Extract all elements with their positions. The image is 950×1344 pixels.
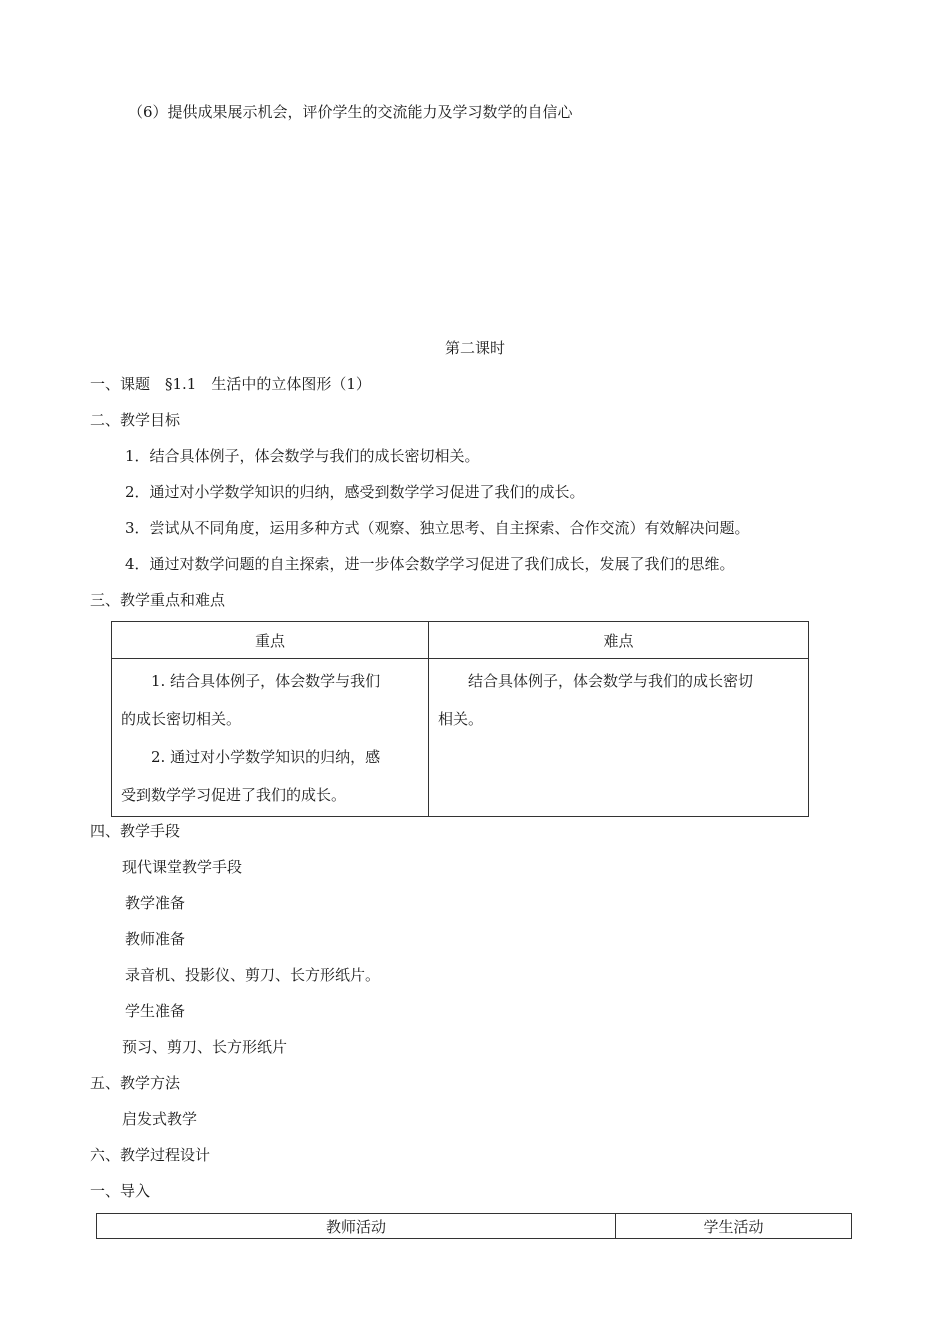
means-item: 预习、剪刀、长方形纸片 — [122, 1038, 288, 1056]
difficult-points-cell — [429, 659, 809, 817]
process-table — [96, 1213, 852, 1239]
means-item: 教师准备 — [125, 930, 186, 948]
section-goals-heading: 二、教学目标 — [90, 411, 181, 429]
goal-item: 2．通过对小学数学知识的归纳，感受到数学学习促进了我们的成长。 — [125, 483, 585, 501]
section-method-heading: 五、教学方法 — [90, 1074, 181, 1092]
goal-item: 1．结合具体例子，体会数学与我们的成长密切相关。 — [125, 447, 480, 465]
top-note: （6）提供成果展示机会，评价学生的交流能力及学习数学的自信心 — [128, 103, 573, 121]
section-means-heading: 四、教学手段 — [90, 822, 181, 840]
lesson-title: 第二课时 — [444, 339, 505, 357]
section-topic: 一、课题 §1.1 生活中的立体图形（1） — [90, 375, 371, 393]
means-item: 现代课堂教学手段 — [122, 858, 243, 876]
means-item: 录音机、投影仪、剪刀、长方形纸片。 — [125, 966, 381, 984]
goal-item: 3．尝试从不同角度，运用多种方式（观察、独立思考、自主探索、合作交流）有效解决问题。 — [125, 519, 750, 537]
key-point-2-line-1: 2. 通过对小学数学知识的归纳，感 — [151, 748, 381, 766]
header-student-activity: 学生活动 — [616, 1214, 852, 1239]
key-point-1-line-2: 的成长密切相关。 — [121, 710, 242, 728]
intro-heading: 一、导入 — [90, 1182, 151, 1200]
key-point-1-line-1: 1. 结合具体例子，体会数学与我们 — [151, 672, 381, 690]
key-points-cell — [112, 659, 429, 817]
section-process-heading: 六、教学过程设计 — [90, 1146, 211, 1164]
means-item: 学生准备 — [125, 1002, 186, 1020]
key-points-table — [111, 621, 809, 817]
key-point-2-line-2: 受到数学学习促进了我们的成长。 — [121, 786, 347, 804]
section-key-points-heading: 三、教学重点和难点 — [90, 591, 226, 609]
header-difficult-points: 难点 — [429, 622, 809, 659]
difficult-point-line-2: 相关。 — [438, 710, 484, 728]
method-text: 启发式教学 — [122, 1110, 198, 1128]
means-item: 教学准备 — [125, 894, 186, 912]
header-teacher-activity: 教师活动 — [97, 1214, 616, 1239]
goal-item: 4．通过对数学问题的自主探索，进一步体会数学学习促进了我们成长，发展了我们的思维。 — [125, 555, 735, 573]
difficult-point-line-1: 结合具体例子，体会数学与我们的成长密切 — [468, 672, 754, 690]
header-key-points: 重点 — [112, 622, 429, 659]
